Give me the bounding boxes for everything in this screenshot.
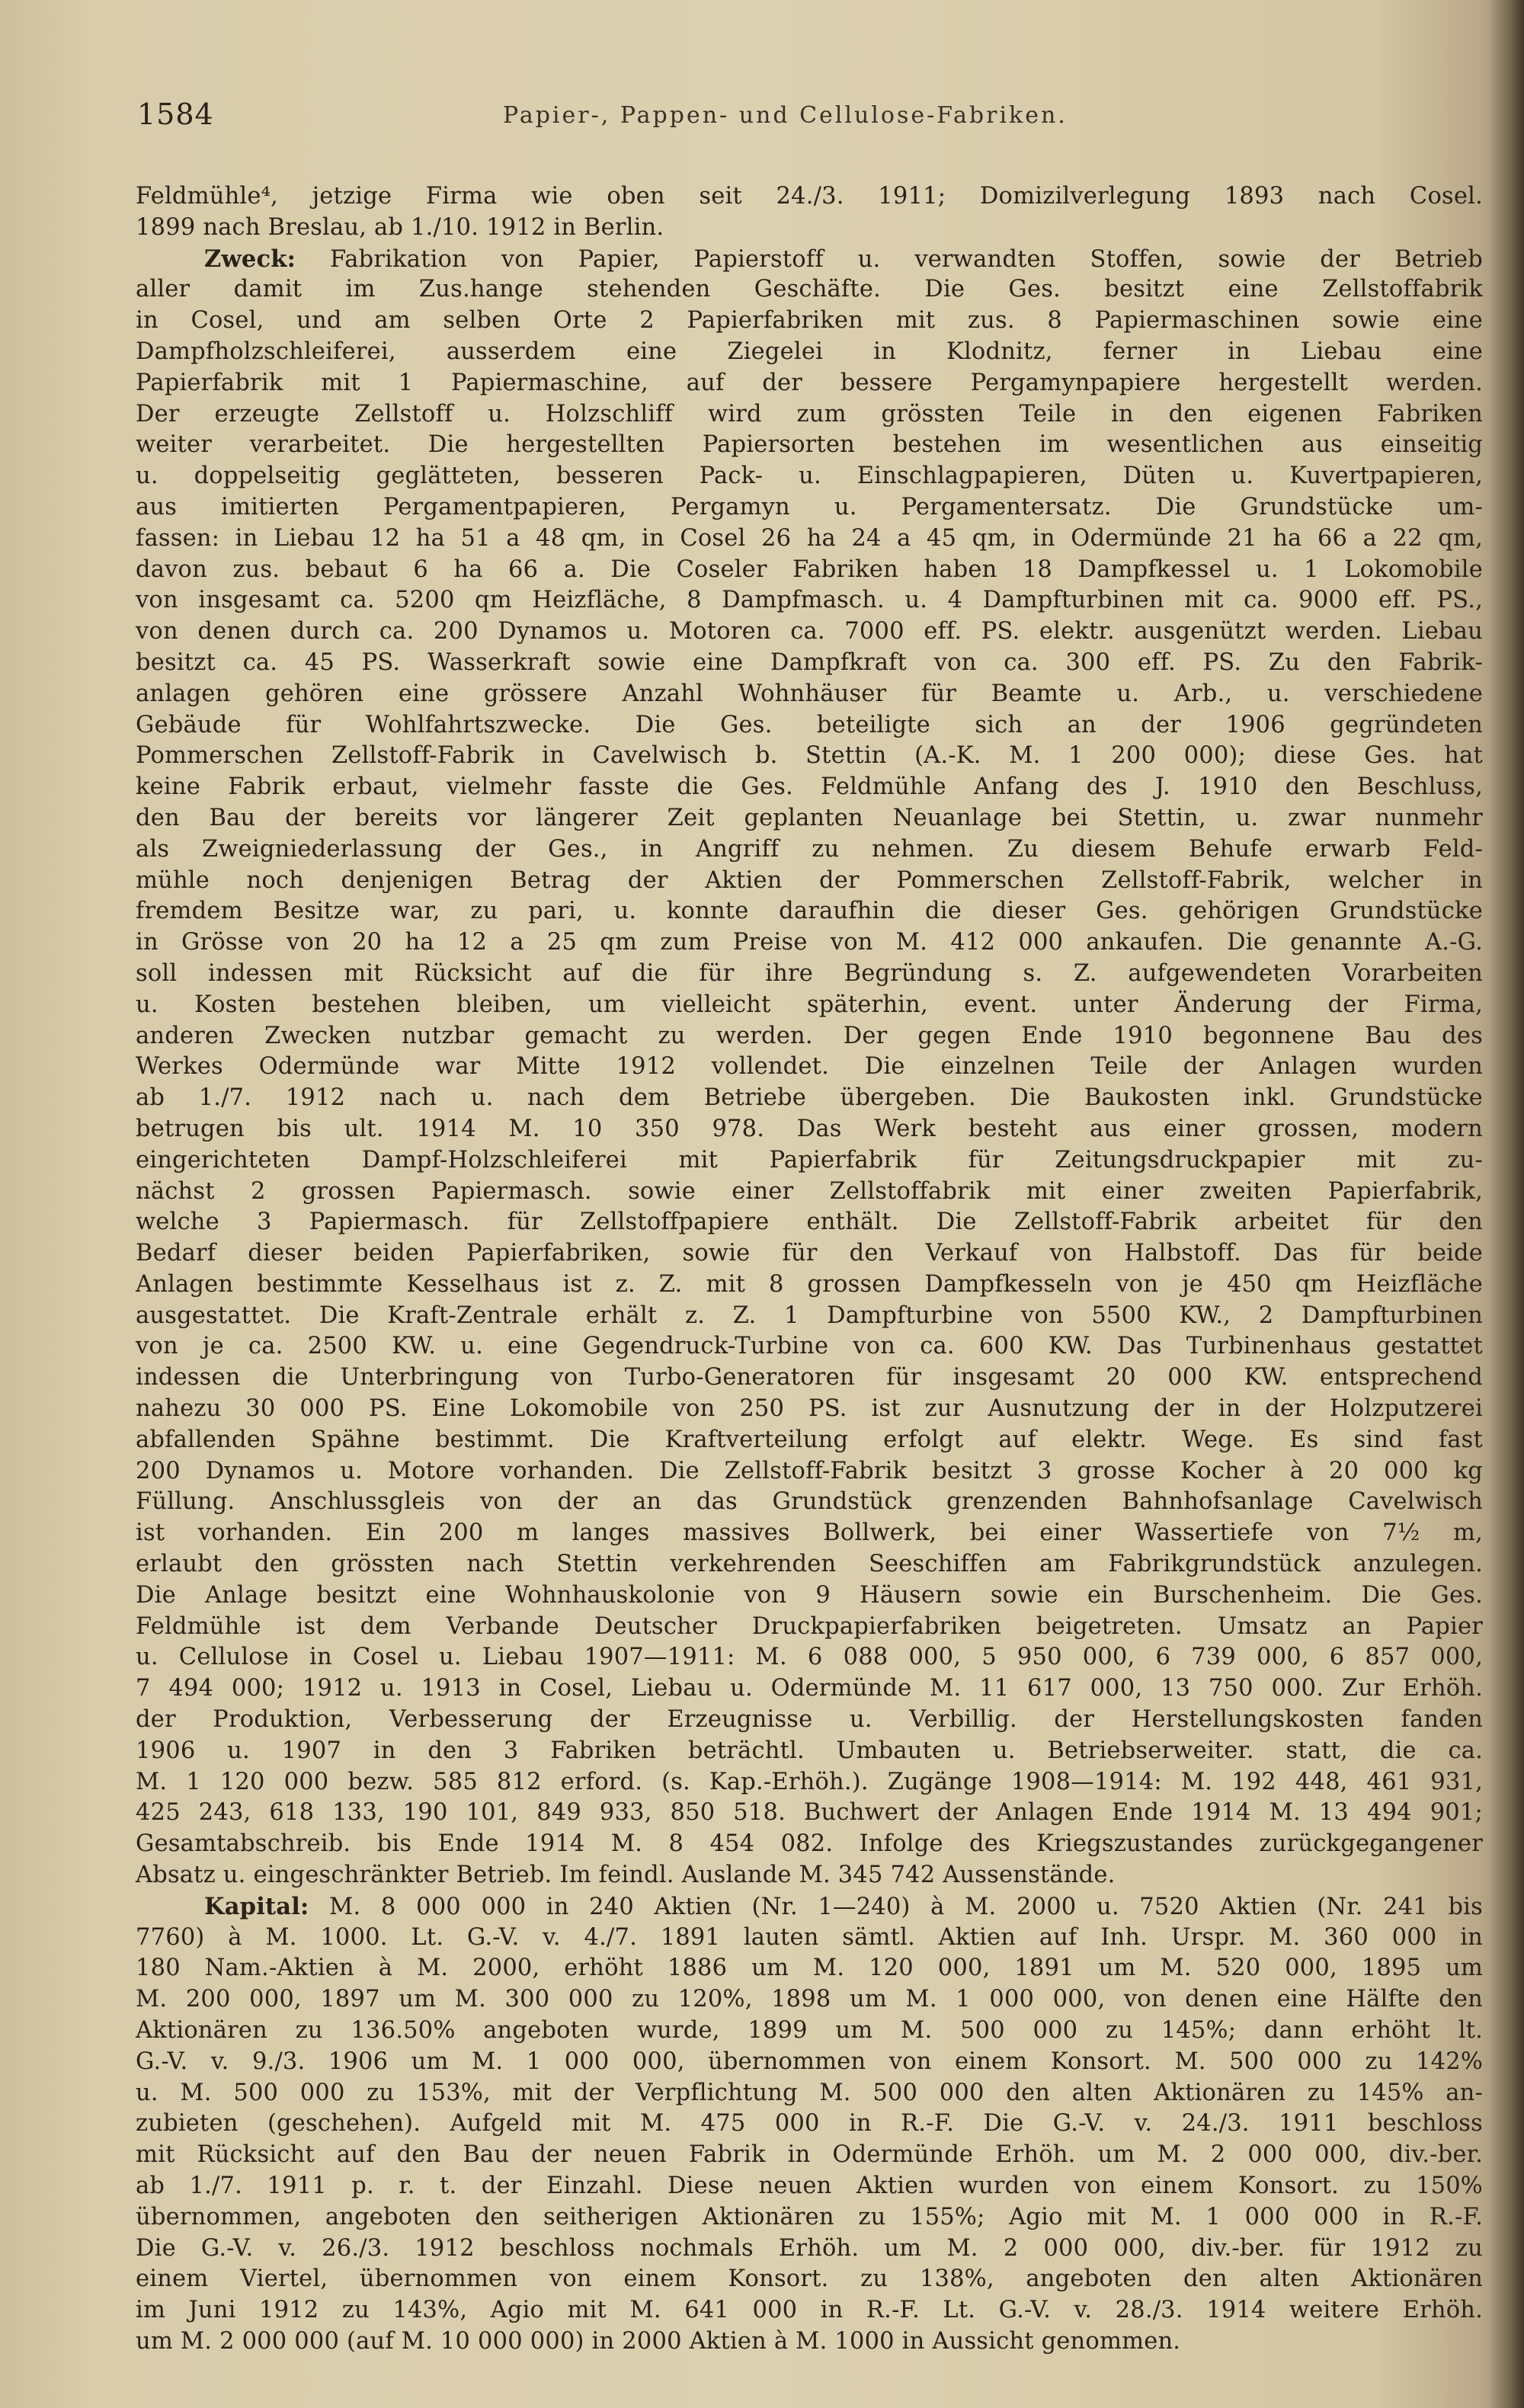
text-line: in Grösse von 20 ha 12 a 25 qm zum Preise von M. 412 000 ankaufen. Die genannte A.-G. bbox=[136, 929, 1483, 956]
text-line: 425 243, 618 133, 190 101, 849 933, 850 518. Buchwert der Anlagen Ende 1914 M. 13 494 901; bbox=[136, 1799, 1483, 1827]
text-line: indessen die Unterbringung von Turbo-Generatoren für insgesamt 20 000 KW. entsprechend bbox=[136, 1364, 1483, 1391]
text-line: von insgesamt ca. 5200 qm Heizfläche, 8 Dampfmasch. u. 4 Dampfturbinen mit ca. 9000 eff. PS., bbox=[136, 587, 1483, 614]
paragraph bbox=[136, 244, 1483, 1891]
text-line: u. Kosten bestehen bleiben, um vielleicht späterhin, event. unter Änderung der Firma, bbox=[136, 991, 1483, 1018]
text-line: eingerichteten Dampf-Holzschleiferei mit Papierfabrik für Zeitungsdruckpapier mit zu- bbox=[136, 1146, 1483, 1174]
text-line: davon zus. bebaut 6 ha 66 a. Die Coseler Fabriken haben 18 Dampfkessel u. 1 Lokomobile bbox=[136, 556, 1483, 583]
text-line: nächst 2 grossen Papiermasch. sowie einer Zellstoffabrik mit einer zweiten Papierfabrik, bbox=[136, 1177, 1483, 1205]
text-line: erlaubt den grössten nach Stettin verkehrenden Seeschiffen am Fabrikgrundstück anzulegen. bbox=[136, 1551, 1483, 1578]
text-line: Aktionären zu 136.50% angeboten wurde, 1899 um M. 500 000 zu 145%; dann erhöht lt. bbox=[136, 2017, 1483, 2045]
page-header bbox=[137, 98, 1478, 143]
text-line: Anlagen bestimmte Kesselhaus ist z. Z. mit 8 grossen Dampfkesseln von je 450 qm Heizfläche bbox=[136, 1270, 1483, 1298]
text-line: der Produktion, Verbesserung der Erzeugnisse u. Verbillig. der Herstellungskosten fanden bbox=[136, 1706, 1483, 1734]
text-line: ab 1./7. 1912 nach u. nach dem Betriebe übergeben. Die Baukosten inkl. Grundstücke bbox=[136, 1084, 1483, 1112]
text-line: den Bau der bereits vor längerer Zeit geplanten Neuanlage bei Stettin, u. zwar nunmehr bbox=[136, 804, 1483, 831]
text-line: Feldmühle⁴, jetzige Firma wie oben seit 24./3. 1911; Domizilverlegung 1893 nach Cosel. bbox=[136, 183, 1483, 210]
text-line: keine Fabrik erbaut, vielmehr fasste die Ges. Feldmühle Anfang des J. 1910 den Beschluss, bbox=[136, 773, 1483, 801]
text-line: 200 Dynamos u. Motore vorhanden. Die Zellstoff-Fabrik besitzt 3 grosse Kocher à 20 000 kg bbox=[136, 1457, 1483, 1484]
text-line: von je ca. 2500 KW. u. eine Gegendruck-Turbine von ca. 600 KW. Das Turbinenhaus gestattet bbox=[136, 1333, 1483, 1360]
section-lead: Zweck: bbox=[204, 245, 296, 273]
text-line: soll indessen mit Rücksicht auf die für ihre Begründung s. Z. aufgewendeten Vorarbeiten bbox=[136, 959, 1483, 987]
paragraph bbox=[136, 1891, 1483, 2358]
page-number: 1584 bbox=[137, 98, 214, 131]
text-line: u. Cellulose in Cosel u. Liebau 1907—1911: M. 6 088 000, 5 950 000, 6 739 000, 6 857 000, bbox=[136, 1644, 1483, 1671]
text-line bbox=[136, 1891, 1483, 1923]
text-line: 7 494 000; 1912 u. 1913 in Cosel, Liebau u. Odermünde M. 11 617 000, 13 750 000. Zur Erhöh. bbox=[136, 1675, 1483, 1702]
text-line: nahezu 30 000 PS. Eine Lokomobile von 250 PS. ist zur Ausnutzung der in der Holzputzerei bbox=[136, 1395, 1483, 1423]
text-line: zubieten (geschehen). Aufgeld mit M. 475 000 in R.-F. Die G.-V. v. 24./3. 1911 beschloss bbox=[136, 2110, 1483, 2137]
text-line-rest: M. 8 000 000 in 240 Aktien (Nr. 1—240) à M. 2000 u. 7520 Aktien (Nr. 241 bis bbox=[309, 1893, 1483, 1920]
text-line: Papierfabrik mit 1 Papiermaschine, auf der bessere Pergamynpapiere hergestellt werden. bbox=[136, 369, 1483, 396]
text-line: ausgestattet. Die Kraft-Zentrale erhält z. Z. 1 Dampfturbine von 5500 KW., 2 Dampfturbinen bbox=[136, 1302, 1483, 1329]
text-line: 180 Nam.-Aktien à M. 2000, erhöht 1886 um M. 120 000, 1891 um M. 520 000, 1895 um bbox=[136, 1955, 1483, 1982]
text-line: mühle noch denjenigen Betrag der Aktien der Pommerschen Zellstoff-Fabrik, welcher in bbox=[136, 866, 1483, 894]
text-line: Gesamtabschreib. bis Ende 1914 M. 8 454 082. Infolge des Kriegszustandes zurückgegangener bbox=[136, 1830, 1483, 1858]
text-line: übernommen, angeboten den seitherigen Aktionären zu 155%; Agio mit M. 1 000 000 in R.-F. bbox=[136, 2203, 1483, 2230]
text-line: Der erzeugte Zellstoff u. Holzschliff wird zum grössten Teile in den eigenen Fabriken bbox=[136, 400, 1483, 427]
section-lead: Kapital: bbox=[204, 1892, 309, 1920]
text-line: M. 1 120 000 bezw. 585 812 erford. (s. Kap.-Erhöh.). Zugänge 1908—1914: M. 192 448, 461 931, bbox=[136, 1768, 1483, 1795]
text-line: Dampfholzschleiferei, ausserdem eine Ziegelei in Klodnitz, ferner in Liebau eine bbox=[136, 338, 1483, 365]
text-line: besitzt ca. 45 PS. Wasserkraft sowie eine Dampfkraft von ca. 300 eff. PS. Zu den Fabrik- bbox=[136, 648, 1483, 676]
text-line: 1899 nach Breslau, ab 1./10. 1912 in Berlin. bbox=[136, 213, 664, 241]
text-line: G.-V. v. 9./3. 1906 um M. 1 000 000, übernommen von einem Konsort. M. 500 000 zu 142% bbox=[136, 2048, 1483, 2075]
text-line: aus imitierten Pergamentpapieren, Pergamyn u. Pergamentersatz. Die Grundstücke um- bbox=[136, 493, 1483, 520]
text-line: im Juni 1912 zu 143%, Agio mit M. 641 000 in R.-F. Lt. G.-V. v. 28./3. 1914 weitere Erhöh. bbox=[136, 2297, 1483, 2324]
text-line: M. 200 000, 1897 um M. 300 000 zu 120%, 1898 um M. 1 000 000, von denen eine Hälfte den bbox=[136, 1986, 1483, 2013]
text-line: betrugen bis ult. 1914 M. 10 350 978. Das Werk besteht aus einer grossen, modern bbox=[136, 1115, 1483, 1142]
text-line: fassen: in Liebau 12 ha 51 a 48 qm, in Cosel 26 ha 24 a 45 qm, in Odermünde 21 ha 66 a 22 qm, bbox=[136, 524, 1483, 552]
text-line: Füllung. Anschlussgleis von der an das Grundstück grenzenden Bahnhofsanlage Cavelwisch bbox=[136, 1488, 1483, 1516]
text-line: fremdem Besitze war, zu pari, u. konnte daraufhin die dieser Ges. gehörigen Grundstücke bbox=[136, 898, 1483, 925]
running-head: Papier-, Pappen- und Cellulose-Fabriken. bbox=[503, 102, 1068, 129]
text-line: als Zweigniederlassung der Ges., in Angriff zu nehmen. Zu diesem Behufe erwarb Feld- bbox=[136, 835, 1483, 863]
text-line: Gebäude für Wohlfahrtszwecke. Die Ges. beteiligte sich an der 1906 gegründeten bbox=[136, 711, 1483, 738]
text-line: Feldmühle ist dem Verbande Deutscher Druckpapierfabriken beigetreten. Umsatz an Papier bbox=[136, 1612, 1483, 1640]
text-line: ist vorhanden. Ein 200 m langes massives Bollwerk, bei einer Wassertiefe von 7½ m, bbox=[136, 1519, 1483, 1547]
text-line: Werkes Odermünde war Mitte 1912 vollendet. Die einzelnen Teile der Anlagen wurden bbox=[136, 1053, 1483, 1081]
text-line: 1906 u. 1907 in den 3 Fabriken beträchtl. Umbauten u. Betriebserweiter. statt, die ca. bbox=[136, 1737, 1483, 1764]
text-line: anderen Zwecken nutzbar gemacht zu werden. Der gegen Ende 1910 begonnene Bau des bbox=[136, 1022, 1483, 1049]
text-line: abfallenden Spähne bestimmt. Die Kraftverteilung erfolgt auf elektr. Wege. Es sind fast bbox=[136, 1426, 1483, 1453]
text-line-rest: Fabrikation von Papier, Papierstoff u. verwandten Stoffen, sowie der Betrieb bbox=[296, 245, 1483, 273]
text-line: mit Rücksicht auf den Bau der neuen Fabrik in Odermünde Erhöh. um M. 2 000 000, div.-ber. bbox=[136, 2141, 1483, 2169]
text-line: Die G.-V. v. 26./3. 1912 beschloss nochmals Erhöh. um M. 2 000 000, div.-ber. für 1912 zu bbox=[136, 2234, 1483, 2262]
text-line: 7760) à M. 1000. Lt. G.-V. v. 4./7. 1891 lauten sämtl. Aktien auf Inh. Urspr. M. 360 000 in bbox=[136, 1923, 1483, 1951]
text-line: aller damit im Zus.hange stehenden Geschäfte. Die Ges. besitzt eine Zellstoffabrik bbox=[136, 276, 1483, 303]
body-text bbox=[136, 181, 1483, 2358]
text-line: Die Anlage besitzt eine Wohnhauskolonie von 9 Häusern sowie ein Burschenheim. Die Ges. bbox=[136, 1581, 1483, 1609]
text-line: Pommerschen Zellstoff-Fabrik in Cavelwisch b. Stettin (A.-K. M. 1 200 000); diese Ges. hat bbox=[136, 742, 1483, 770]
text-line: u. M. 500 000 zu 153%, mit der Verpflichtung M. 500 000 den alten Aktionären zu 145% an- bbox=[136, 2079, 1483, 2106]
text-line: um M. 2 000 000 (auf M. 10 000 000) in 2000 Aktien à M. 1000 in Aussicht genommen. bbox=[136, 2327, 1181, 2355]
text-line: welche 3 Papiermasch. für Zellstoffpapiere enthält. Die Zellstoff-Fabrik arbeitet für den bbox=[136, 1209, 1483, 1236]
text-line: anlagen gehören eine grössere Anzahl Wohnhäuser für Beamte u. Arb., u. verschiedene bbox=[136, 680, 1483, 707]
text-line: ab 1./7. 1911 p. r. t. der Einzahl. Diese neuen Aktien wurden von einem Konsort. zu 150% bbox=[136, 2173, 1483, 2199]
text-line: u. doppelseitig geglätteten, besseren Pack- u. Einschlagpapieren, Düten u. Kuvertpapieren, bbox=[136, 463, 1483, 490]
text-line: von denen durch ca. 200 Dynamos u. Motoren ca. 7000 eff. PS. elektr. ausgenützt werden. Liebau bbox=[136, 618, 1483, 645]
text-line: Bedarf dieser beiden Papierfabriken, sowie für den Verkauf von Halbstoff. Das für beide bbox=[136, 1240, 1483, 1267]
text-line bbox=[136, 244, 1483, 275]
text-line: Absatz u. eingeschränkter Betrieb. Im feindl. Auslande M. 345 742 Aussenstände. bbox=[136, 1862, 1116, 1889]
paragraph bbox=[136, 181, 1483, 244]
text-line: einem Viertel, übernommen von einem Konsort. zu 138%, angeboten den alten Aktionären bbox=[136, 2266, 1483, 2293]
page-binding-shadow bbox=[1489, 0, 1524, 2408]
text-line: weiter verarbeitet. Die hergestellten Papiersorten bestehen im wesentlichen aus einseitig bbox=[136, 431, 1483, 459]
text-line: in Cosel, und am selben Orte 2 Papierfabriken mit zus. 8 Papiermaschinen sowie eine bbox=[136, 307, 1483, 335]
